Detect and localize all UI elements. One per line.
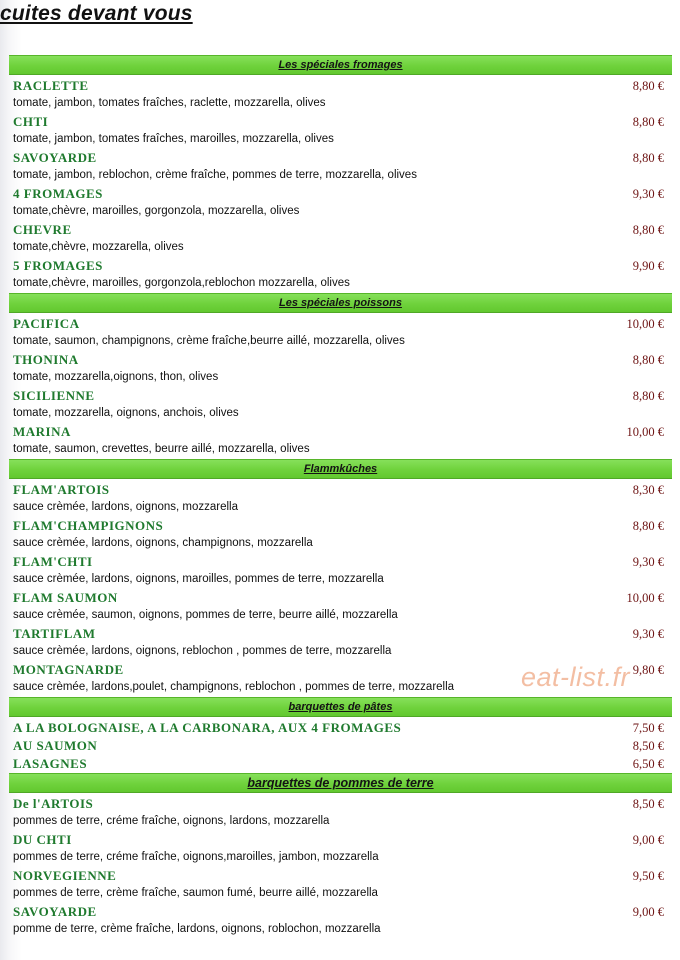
item-name: THONINA — [13, 352, 79, 367]
item-description: pommes de terre, crème fraîche, saumon fumé, beurre aillé, mozzarella — [13, 887, 378, 899]
item-description: tomate,chèvre, maroilles, gorgonzola, mozzarella, olives — [13, 205, 300, 217]
item-name: FLAM'ARTOIS — [13, 482, 110, 497]
item-price: 8,80 € — [632, 389, 664, 403]
item-description: tomate,chèvre, maroilles, gorgonzola,reblochon mozzarella, olives — [13, 277, 350, 289]
menu-item — [9, 517, 672, 553]
item-description: pomme de terre, crème fraîche, lardons, oignons, roblochon, mozzarella — [13, 923, 381, 935]
menu-item — [9, 481, 672, 517]
item-name: SAVOYARDE — [13, 150, 97, 165]
item-description: sauce crèmée, lardons, oignons, champignons, mozzarella — [13, 537, 313, 549]
menu-item — [9, 755, 672, 773]
item-price: 8,50 € — [632, 739, 664, 753]
item-name: NORVEGIENNE — [13, 868, 117, 883]
item-name: AU SAUMON — [13, 738, 98, 753]
item-name: MARINA — [13, 424, 71, 439]
menu-item — [9, 553, 672, 589]
item-price: 9,00 € — [632, 833, 664, 847]
item-price: 6,50 € — [632, 757, 664, 771]
menu-item — [9, 795, 672, 831]
menu-item — [9, 867, 672, 903]
menu-item — [9, 387, 672, 423]
menu-item — [9, 737, 672, 755]
item-name: 5 FROMAGES — [13, 258, 103, 273]
item-price: 9,50 € — [632, 869, 664, 883]
menu-item — [9, 831, 672, 867]
item-description: tomate, jambon, tomates fraîches, maroilles, mozzarella, olives — [13, 133, 334, 145]
menu-item — [9, 149, 672, 185]
item-price: 8,50 € — [632, 797, 664, 811]
item-description: pommes de terre, créme fraîche, oignons,maroilles, jambon, mozzarella — [13, 851, 379, 863]
menu-item — [9, 423, 672, 459]
page-title: cuites devant vous — [0, 2, 193, 25]
menu-item — [9, 221, 672, 257]
item-price: 10,00 € — [626, 317, 664, 331]
item-description: tomate, saumon, crevettes, beurre aillé, mozzarella, olives — [13, 443, 310, 455]
item-name: 4 FROMAGES — [13, 186, 103, 201]
item-price: 10,00 € — [626, 425, 664, 439]
item-price: 8,80 € — [632, 151, 664, 165]
menu-item — [9, 113, 672, 149]
item-description: tomate, jambon, reblochon, crème fraîche, pommes de terre, mozzarella, olives — [13, 169, 417, 181]
item-description: sauce crèmée, lardons, oignons, mozzarella — [13, 501, 239, 513]
watermark-text: eat-list.fr — [521, 662, 631, 692]
item-price: 8,80 € — [632, 79, 664, 93]
item-name: CHTI — [13, 114, 49, 129]
menu-item — [9, 625, 672, 661]
item-price: 7,50 € — [632, 721, 664, 735]
menu-item — [9, 257, 672, 293]
item-name: FLAM SAUMON — [13, 590, 118, 605]
item-name: FLAM'CHAMPIGNONS — [13, 518, 164, 533]
item-description: tomate, mozzarella, oignons, anchois, olives — [13, 407, 239, 419]
item-description: tomate, mozzarella,oignons, thon, olives — [13, 371, 219, 383]
item-price: 9,90 € — [632, 259, 664, 273]
section-header-pommes-de-terre: barquettes de pommes de terre — [9, 773, 672, 793]
item-description: tomate, saumon, champignons, crème fraîche,beurre aillé, mozzarella, olives — [13, 335, 405, 347]
section-header-pates: barquettes de pâtes — [9, 697, 672, 717]
item-price: 10,00 € — [626, 591, 664, 605]
item-name: DU CHTI — [13, 832, 72, 847]
item-price: 9,00 € — [632, 905, 664, 919]
item-price: 8,80 € — [632, 353, 664, 367]
item-description: sauce crèmée, lardons,poulet, champignons, reblochon , pommes de terre, mozzarella — [13, 681, 455, 693]
item-name: TARTIFLAM — [13, 626, 96, 641]
item-description: tomate,chèvre, mozzarella, olives — [13, 241, 184, 253]
item-price: 8,80 € — [632, 519, 664, 533]
item-price: 9,30 € — [632, 555, 664, 569]
menu-item — [9, 903, 672, 939]
section-header-poissons: Les spéciales poissons — [9, 293, 672, 313]
section-header-fromages: Les spéciales fromages — [9, 55, 672, 75]
item-description: sauce crèmée, lardons, oignons, reblochon , pommes de terre, mozzarella — [13, 645, 392, 657]
item-name: MONTAGNARDE — [13, 662, 124, 677]
item-description: sauce crèmée, saumon, oignons, pommes de terre, beurre aillé, mozzarella — [13, 609, 398, 621]
item-name: CHEVRE — [13, 222, 72, 237]
item-price: 9,80 € — [632, 663, 664, 677]
item-name: De l'ARTOIS — [13, 796, 94, 811]
item-name: A LA BOLOGNAISE, A LA CARBONARA, AUX 4 FROMAGES — [13, 720, 402, 735]
item-name: FLAM'CHTI — [13, 554, 93, 569]
item-price: 9,30 € — [632, 187, 664, 201]
menu-item — [9, 77, 672, 113]
menu-item — [9, 589, 672, 625]
item-price: 8,80 € — [632, 223, 664, 237]
menu-item — [9, 719, 672, 737]
item-price: 9,30 € — [632, 627, 664, 641]
item-name: RACLETTE — [13, 78, 89, 93]
item-price: 8,80 € — [632, 115, 664, 129]
item-price: 8,30 € — [632, 483, 664, 497]
item-name: PACIFICA — [13, 316, 80, 331]
menu-item — [9, 351, 672, 387]
item-name: SICILIENNE — [13, 388, 95, 403]
menu-item — [9, 315, 672, 351]
menu-list — [9, 55, 672, 939]
item-description: tomate, jambon, tomates fraîches, raclette, mozzarella, olives — [13, 97, 326, 109]
item-description: pommes de terre, créme fraîche, oignons, lardons, mozzarella — [13, 815, 330, 827]
item-name: SAVOYARDE — [13, 904, 97, 919]
menu-item — [9, 185, 672, 221]
section-header-flammkuches: Flammkûches — [9, 459, 672, 479]
item-name: LASAGNES — [13, 756, 88, 771]
item-description: sauce crèmée, lardons, oignons, maroilles, pommes de terre, mozzarella — [13, 573, 384, 585]
